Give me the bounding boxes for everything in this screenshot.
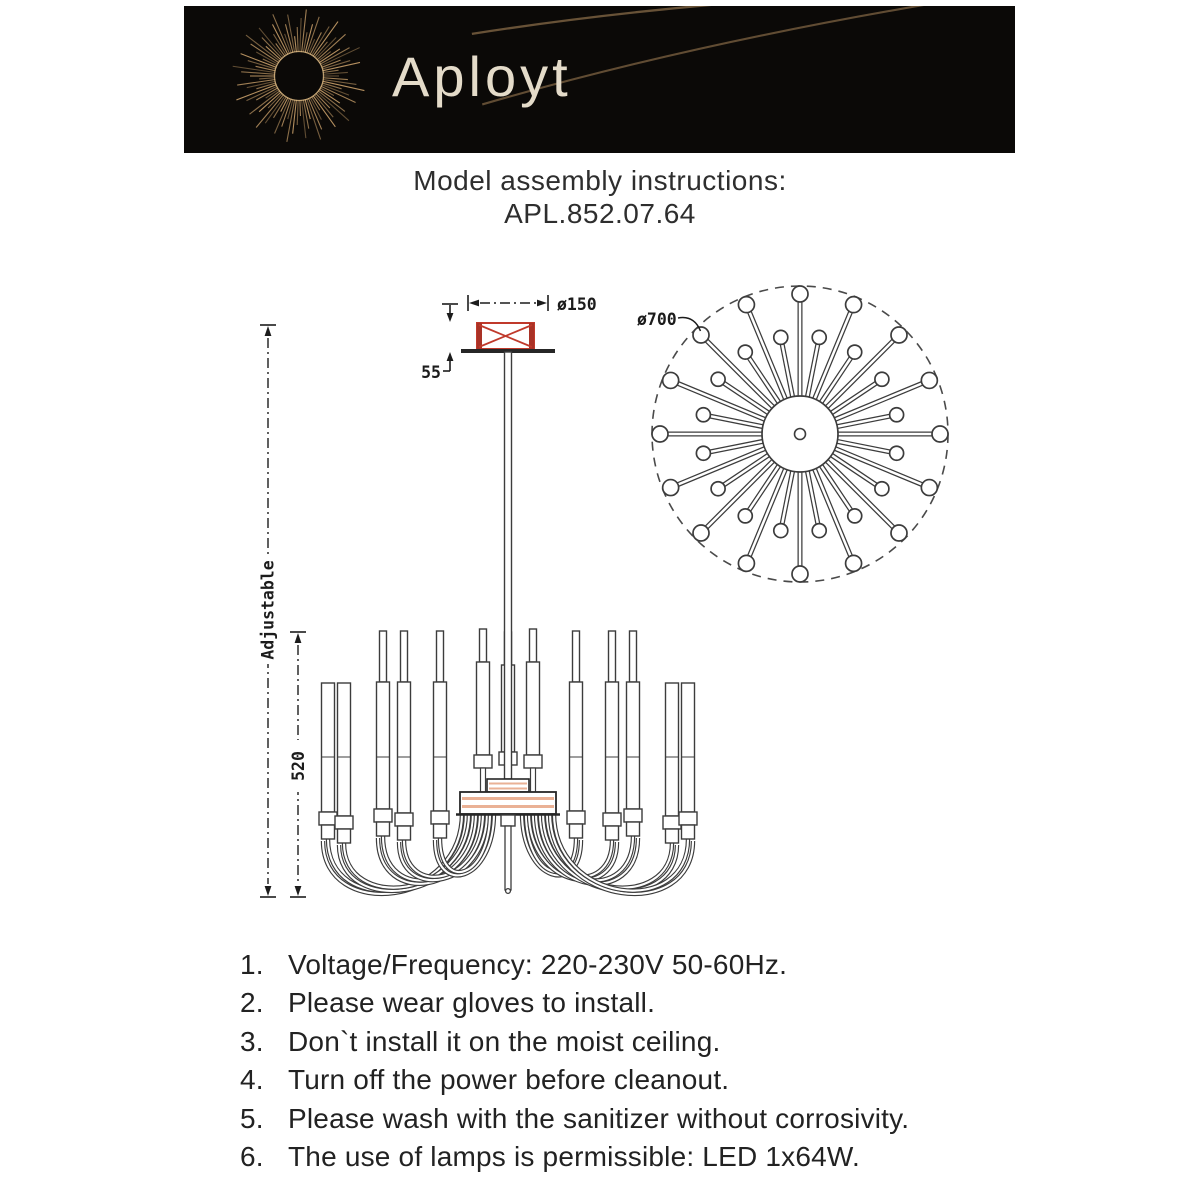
instruction-list bbox=[240, 946, 909, 1176]
item-text: Don`t install it on the moist ceiling. bbox=[288, 1025, 721, 1057]
item-text: Voltage/Frequency: 220-230V 50-60Hz. bbox=[288, 949, 788, 980]
item-number: 1. bbox=[240, 949, 264, 980]
title-block bbox=[0, 164, 1200, 230]
instruction-item bbox=[240, 946, 909, 984]
brand-name: Aployt bbox=[392, 45, 572, 108]
drawing-canvas bbox=[230, 270, 1030, 940]
instruction-item bbox=[240, 1138, 909, 1176]
item-number: 6. bbox=[240, 1141, 264, 1173]
item-text: Please wash with the sanitizer without corrosivity. bbox=[288, 1102, 910, 1134]
instruction-item bbox=[240, 1023, 909, 1061]
side-view-diagram bbox=[260, 295, 697, 897]
instruction-item bbox=[240, 1061, 909, 1099]
fixture-height-label: 520 bbox=[289, 751, 308, 781]
item-text: Turn off the power before cleanout. bbox=[288, 1064, 730, 1096]
item-text: Please wear gloves to install. bbox=[288, 987, 656, 1019]
item-number: 3. bbox=[240, 1025, 264, 1057]
top-view-diagram bbox=[652, 286, 948, 582]
adjustable-height-label: Adjustable bbox=[258, 560, 278, 660]
canopy-diameter-label: ø150 bbox=[557, 295, 597, 314]
item-number: 2. bbox=[240, 987, 264, 1019]
brand-banner bbox=[184, 6, 1015, 153]
item-number: 4. bbox=[240, 1064, 264, 1096]
model-number: APL.852.07.64 bbox=[504, 198, 696, 229]
technical-drawing bbox=[230, 270, 1030, 940]
brand-wordmark bbox=[184, 6, 1015, 153]
page-title: Model assembly instructions: bbox=[413, 165, 787, 196]
instruction-item bbox=[240, 1100, 909, 1138]
item-text: The use of lamps is permissible: LED 1x64W. bbox=[288, 1141, 860, 1173]
canopy-height-label: 55 bbox=[421, 363, 441, 382]
fixture-diameter-label: ø700 bbox=[637, 310, 677, 329]
item-number: 5. bbox=[240, 1102, 264, 1134]
instruction-item bbox=[240, 984, 909, 1022]
